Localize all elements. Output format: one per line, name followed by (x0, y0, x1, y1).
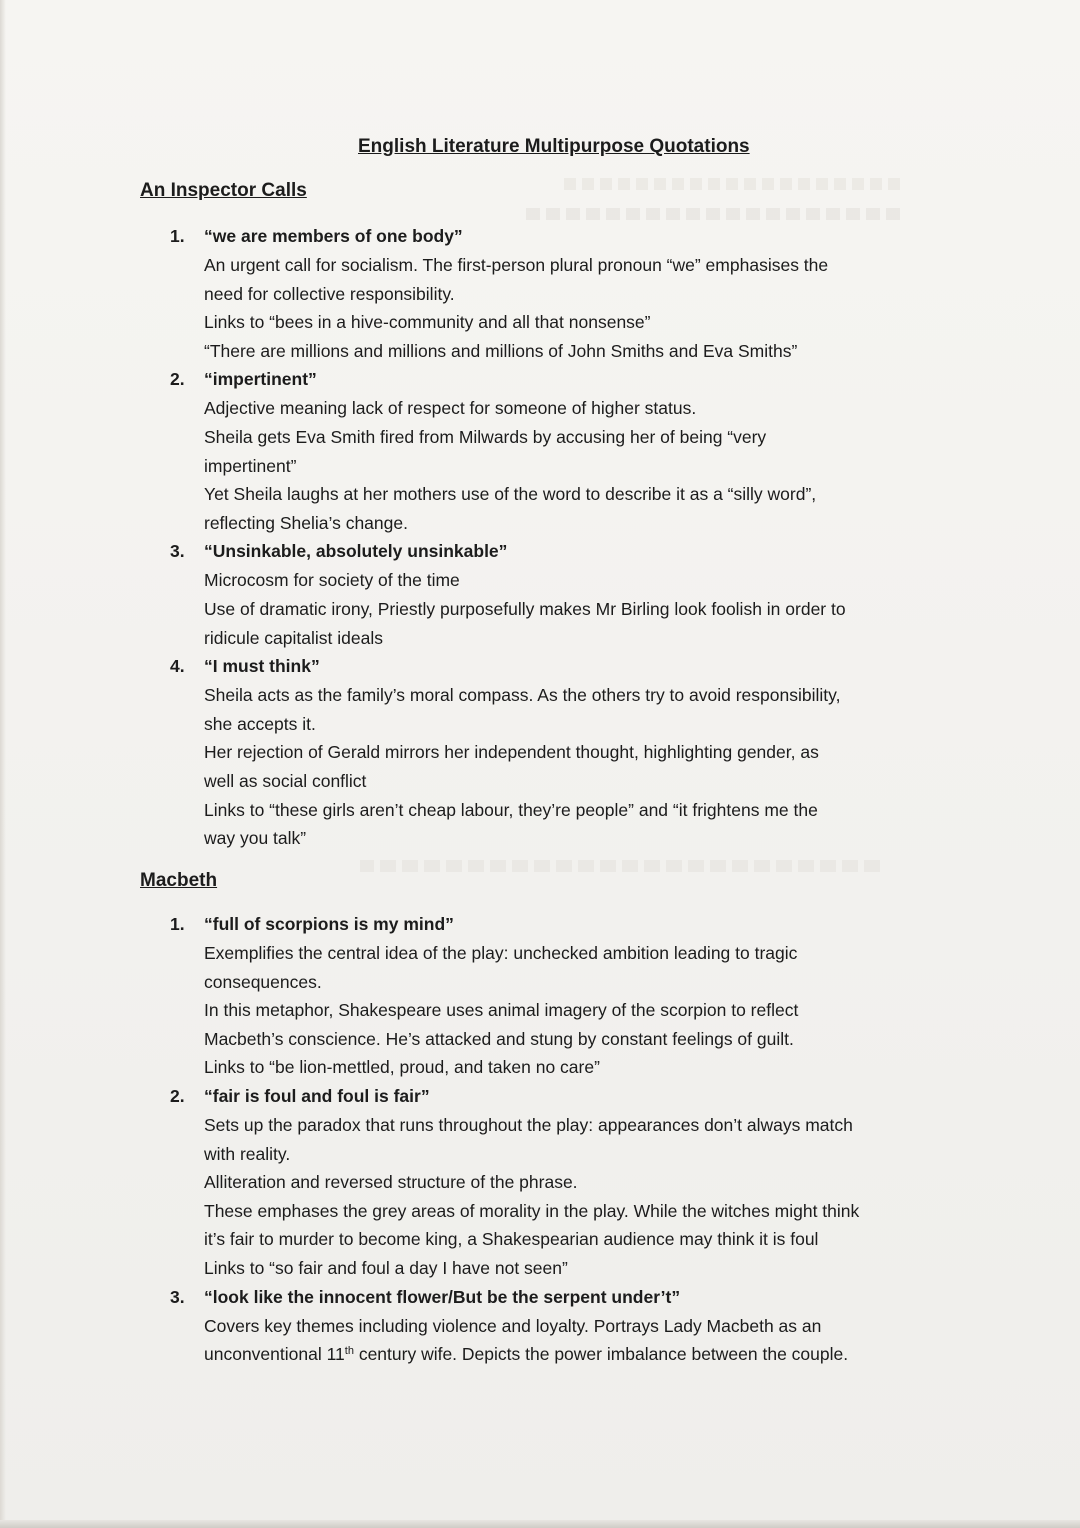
ordinal-superscript: th (344, 1345, 354, 1358)
line-text: unconventional 11 (204, 1344, 345, 1365)
item-line: consequences. (204, 971, 322, 992)
item-line: way you talk” (204, 828, 307, 849)
list-item (170, 1082, 960, 1283)
item-number: 2. (170, 1085, 185, 1106)
item-line: Exemplifies the central idea of the play: unchecked ambition leading to tragic (204, 943, 798, 963)
item-number: 1. (170, 226, 185, 246)
item-number: 3. (170, 541, 185, 562)
page-bottom-edge (0, 1520, 1080, 1528)
item-line: “There are millions and millions and millions of John Smiths and Eva Smiths” (204, 340, 798, 361)
item-line: Links to “bees in a hive-community and all that nonsense” (204, 312, 651, 333)
item-number: 1. (170, 914, 185, 934)
item-line: need for collective responsibility. (204, 283, 455, 304)
item-line: Microcosm for society of the time (204, 570, 460, 591)
item-quote: “full of scorpions is my mind” (204, 914, 454, 934)
item-quote: “Unsinkable, absolutely unsinkable” (204, 541, 508, 562)
list-item (170, 365, 960, 537)
list-item (170, 910, 960, 1082)
page-edge-shadow (0, 0, 6, 1528)
item-line: Adjective meaning lack of respect for someone of higher status. (204, 398, 697, 419)
list-item (170, 652, 960, 853)
item-quote: “fair is foul and foul is fair” (204, 1085, 430, 1106)
item-line: well as social conflict (204, 770, 367, 791)
item-line: impertinent” (204, 455, 297, 476)
an-inspector-calls-list (170, 222, 960, 853)
item-quote: “impertinent” (204, 369, 317, 390)
section-heading-an-inspector-calls: An Inspector Calls (140, 180, 307, 201)
list-item (170, 537, 960, 652)
item-line: In this metaphor, Shakespeare uses animal imagery of the scorpion to reflect (204, 1000, 799, 1021)
bleed-through-texture (520, 208, 900, 220)
item-line: Covers key themes including violence and loyalty. Portrays Lady Macbeth as an (204, 1315, 822, 1336)
bleed-through-texture (560, 178, 900, 190)
item-line: Yet Sheila laughs at her mothers use of the word to describe it as a “silly word”, (204, 484, 817, 505)
item-line: she accepts it. (204, 713, 316, 734)
item-line: Her rejection of Gerald mirrors her independent thought, highlighting gender, as (204, 742, 819, 763)
item-line: Links to “be lion-mettled, proud, and taken no care” (204, 1057, 600, 1078)
list-item (170, 1283, 960, 1369)
item-number: 2. (170, 369, 185, 390)
item-line: Alliteration and reversed structure of the phrase. (204, 1172, 578, 1193)
item-line: reflecting Shelia’s change. (204, 512, 408, 533)
item-line: Links to “so fair and foul a day I have not seen” (204, 1257, 568, 1278)
list-item (170, 222, 960, 365)
item-line: Links to “these girls aren’t cheap labour, they’re people” and “it frightens me the (204, 799, 818, 820)
item-line (204, 1340, 960, 1369)
line-text: century wife. Depicts the power imbalance between the couple. (353, 1344, 849, 1365)
item-number: 4. (170, 656, 185, 677)
item-quote: “I must think” (204, 656, 320, 677)
item-line: An urgent call for socialism. The first-person plural pronoun “we” emphasises the (204, 255, 829, 275)
item-line: Sheila acts as the family’s moral compass. As the others try to avoid responsibility, (204, 685, 841, 706)
item-line: ridicule capitalist ideals (204, 627, 383, 648)
item-line: Macbeth’s conscience. He’s attacked and stung by constant feelings of guilt. (204, 1028, 794, 1049)
item-line: Sheila gets Eva Smith fired from Milwards by accusing her of being “very (204, 426, 767, 447)
item-line: it’s fair to murder to become king, a Shakespearian audience may think it is foul (204, 1229, 819, 1250)
bleed-through-texture (360, 860, 880, 872)
item-line: Use of dramatic irony, Priestly purposefully makes Mr Birling look foolish in order to (204, 598, 846, 619)
item-line: with reality. (204, 1143, 291, 1164)
item-line: Sets up the paradox that runs throughout the play: appearances don’t always match (204, 1114, 853, 1135)
macbeth-list (170, 910, 960, 1369)
document-title: English Literature Multipurpose Quotations (358, 136, 750, 157)
item-number: 3. (170, 1286, 185, 1307)
item-quote: “we are members of one body” (204, 226, 463, 246)
section-heading-macbeth: Macbeth (140, 870, 218, 891)
item-line: These emphases the grey areas of morality in the play. While the witches might think (204, 1200, 860, 1221)
item-quote: “look like the innocent flower/But be the serpent under’t” (204, 1286, 681, 1307)
